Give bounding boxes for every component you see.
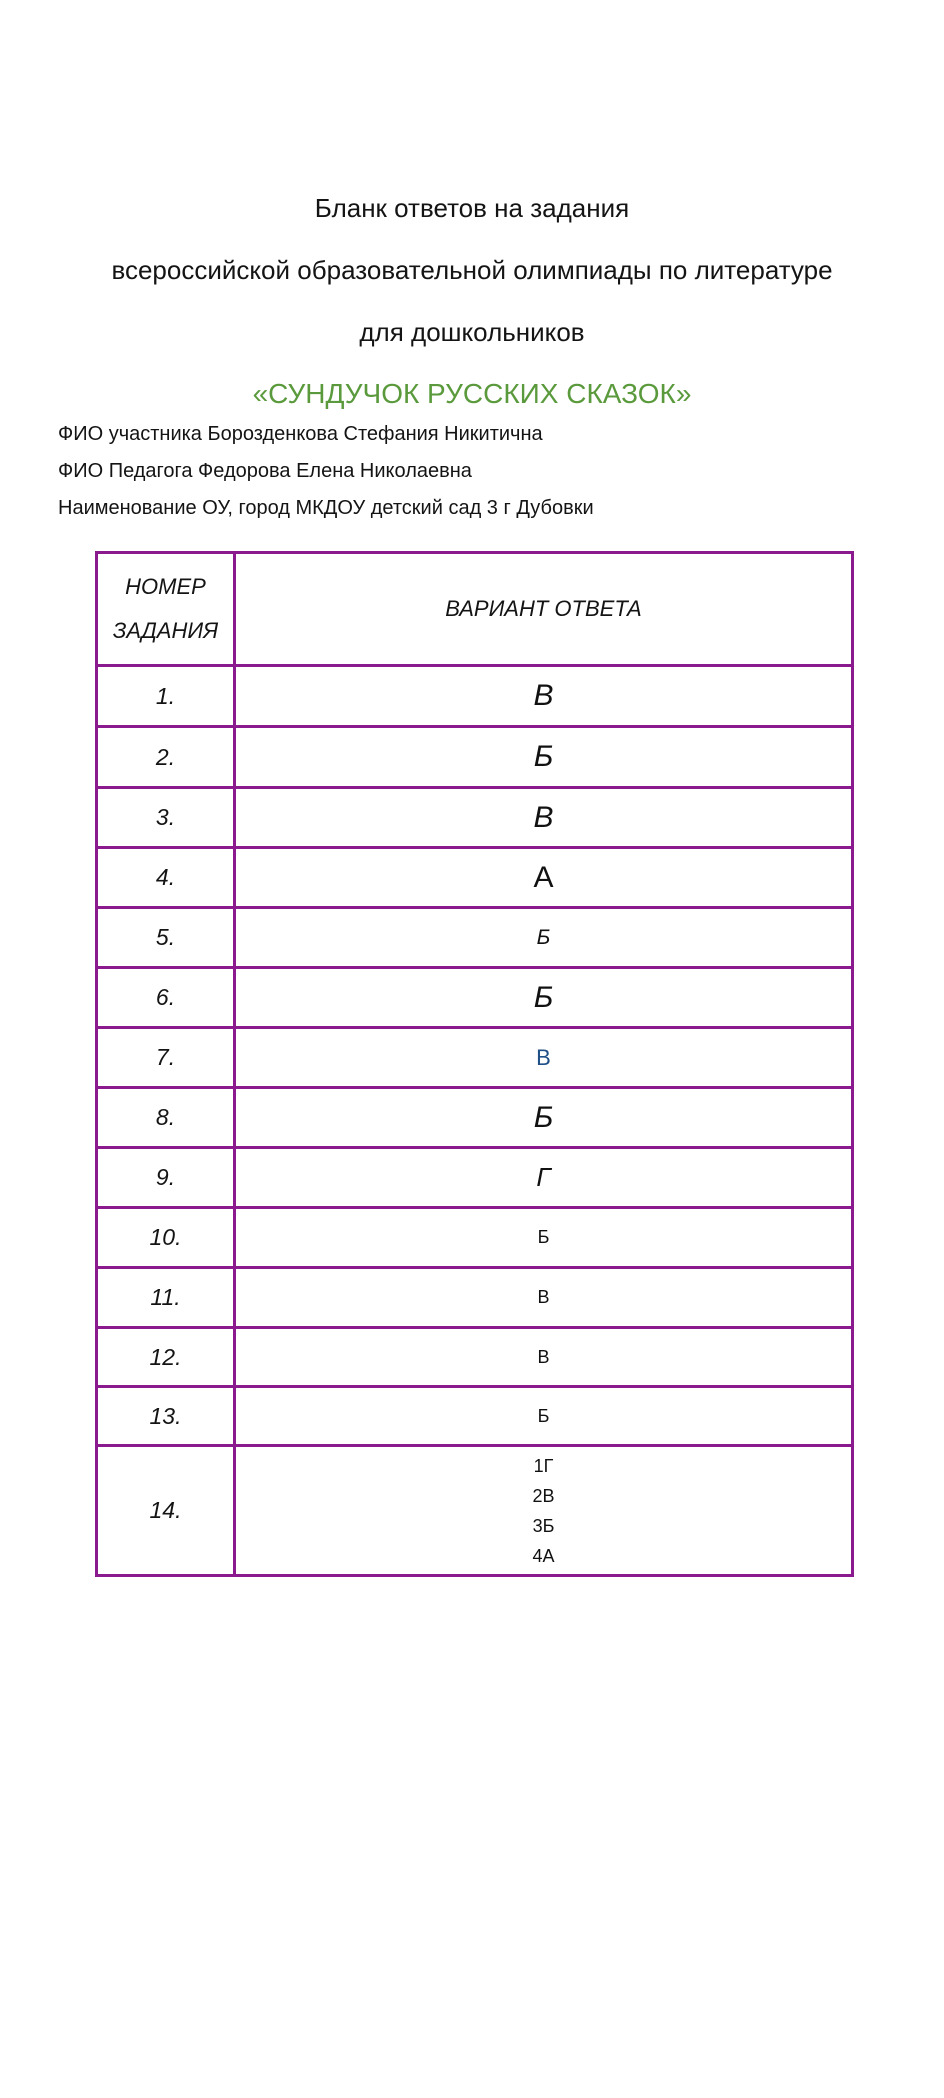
answer-value: Б <box>235 727 853 788</box>
participant-info <box>58 416 594 527</box>
form-header <box>0 188 944 414</box>
task-number: 14. <box>97 1446 235 1576</box>
table-row <box>97 848 853 908</box>
answer-line: 4А <box>532 1545 555 1566</box>
school-name: Наименование ОУ, город МКДОУ детский сад 3 г Дубовки <box>58 497 594 519</box>
task-number: 3. <box>97 788 235 848</box>
answer-value: В <box>235 1328 853 1387</box>
answer-value: В <box>235 666 853 727</box>
task-number: 1. <box>97 666 235 727</box>
table-row <box>97 968 853 1028</box>
table-row <box>97 1148 853 1208</box>
answer-value: Г <box>235 1148 853 1208</box>
answer-value: В <box>235 1028 853 1088</box>
task-number: 10. <box>97 1208 235 1268</box>
table-row <box>97 908 853 968</box>
answer-header: ВАРИАНТ ОТВЕТА <box>235 553 853 666</box>
form-title-line-3: для дошкольников <box>359 317 585 347</box>
task-number: 5. <box>97 908 235 968</box>
task-number-header-line-2: ЗАДАНИЯ <box>112 618 219 643</box>
answer-value: Б <box>235 908 853 968</box>
answer-value: Б <box>235 1208 853 1268</box>
task-number: 11. <box>97 1268 235 1328</box>
table-header-row <box>97 553 853 666</box>
table-row <box>97 1028 853 1088</box>
answers-table <box>95 551 854 1577</box>
table-row <box>97 1208 853 1268</box>
olympiad-name: «СУНДУЧОК РУССКИХ СКАЗОК» <box>252 378 692 409</box>
answer-line: 3Б <box>532 1515 555 1536</box>
table-row <box>97 727 853 788</box>
answer-line: 1Г <box>533 1455 554 1476</box>
table-row <box>97 1328 853 1387</box>
answer-value: Б <box>235 1088 853 1148</box>
task-number-header-line-1: НОМЕР <box>125 574 206 599</box>
task-number: 13. <box>97 1387 235 1446</box>
answer-value: А <box>235 848 853 908</box>
form-title-line-2: всероссийской образовательной олимпиады по литературе <box>111 255 833 285</box>
task-number: 7. <box>97 1028 235 1088</box>
table-row <box>97 1088 853 1148</box>
task-number: 8. <box>97 1088 235 1148</box>
answer-value: Б <box>235 1387 853 1446</box>
task-number: 9. <box>97 1148 235 1208</box>
table-row <box>97 1446 853 1576</box>
task-number: 12. <box>97 1328 235 1387</box>
teacher-name: ФИО Педагога Федорова Елена Николаевна <box>58 460 472 482</box>
form-title-line-1: Бланк ответов на задания <box>314 193 630 223</box>
participant-name: ФИО участника Борозденкова Стефания Никитична <box>58 423 543 445</box>
task-number: 6. <box>97 968 235 1028</box>
table-row <box>97 788 853 848</box>
task-number: 2. <box>97 727 235 788</box>
answer-value: Б <box>235 968 853 1028</box>
answer-value: В <box>235 1268 853 1328</box>
task-number-header <box>97 553 235 666</box>
table-row <box>97 1268 853 1328</box>
table-row <box>97 1387 853 1446</box>
answer-value-multi <box>235 1446 853 1576</box>
answer-value: В <box>235 788 853 848</box>
answer-line: 2В <box>532 1485 555 1506</box>
table-row <box>97 666 853 727</box>
task-number: 4. <box>97 848 235 908</box>
